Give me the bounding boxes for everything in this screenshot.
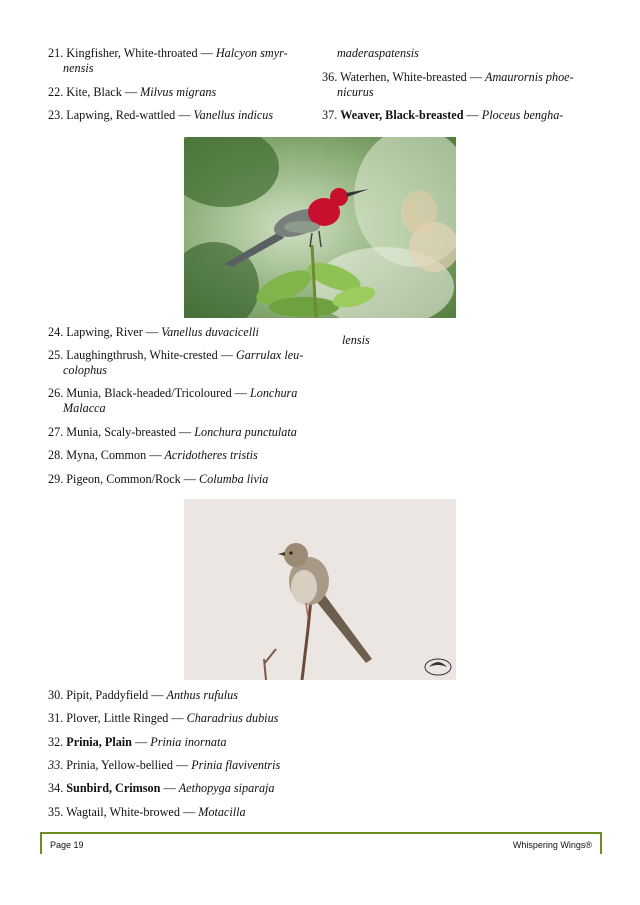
common-name: Prinia, Yellow-bellied xyxy=(66,758,173,772)
scientific-name: Vanellus duvacicelli xyxy=(161,325,259,339)
list-item: 25. Laughingthrush, White-crested — Garrulax leu- colophus xyxy=(48,348,304,377)
scientific-name: Ploceus bengha- xyxy=(481,108,564,122)
footer-rule-left xyxy=(40,832,42,854)
page-number: Page 19 xyxy=(50,840,84,850)
scientific-name: Garrulax leu- xyxy=(235,348,304,362)
common-name: Plover, Little Ringed xyxy=(66,711,169,725)
list-item: 33. Prinia, Yellow-bellied — Prinia flaviventris xyxy=(48,758,281,772)
common-name: Kite, Black xyxy=(66,85,122,99)
common-name: Pipit, Paddyfield xyxy=(66,688,149,702)
list-item: 26. Munia, Black-headed/Tricoloured — Lonchura Malacca xyxy=(48,386,298,415)
scientific-name: Halcyon smyr- xyxy=(215,46,288,60)
footer-rule-right xyxy=(600,832,602,854)
list-item: 34. Sunbird, Crimson — Aethopyga siparaja xyxy=(48,781,275,795)
scientific-name: Prinia flaviventris xyxy=(191,758,281,772)
list-item: 24. Lapwing, River — Vanellus duvacicelli xyxy=(48,325,259,339)
common-name: Wagtail, White-browed xyxy=(66,805,180,819)
list-item: 27. Munia, Scaly-breasted — Lonchura punctulata xyxy=(48,425,297,439)
scientific-name: Lonchura punctulata xyxy=(194,425,297,439)
list-item: 36. Waterhen, White-breasted — Amaurornis phoe- nicurus xyxy=(322,70,574,99)
footer-rule xyxy=(40,832,602,834)
list-item: 37. Weaver, Black-breasted — Ploceus bengha- xyxy=(322,108,564,122)
scientific-name: Vanellus indicus xyxy=(193,108,274,122)
scientific-name: Milvus migrans xyxy=(140,85,217,99)
common-name: Munia, Scaly-breasted xyxy=(66,425,176,439)
list-item: 31. Plover, Little Ringed — Charadrius dubius xyxy=(48,711,279,725)
common-name: Waterhen, White-breasted xyxy=(340,70,467,84)
scientific-name: Amaurornis phoe- xyxy=(485,70,574,84)
scientific-name: Prinia inornata xyxy=(150,735,227,749)
list-item: 35. Wagtail, White-browed — Motacilla xyxy=(48,805,246,819)
common-name: Munia, Black-headed/Tricoloured xyxy=(66,386,232,400)
common-name: Lapwing, River xyxy=(66,325,143,339)
list-item: 28. Myna, Common — Acridotheres tristis xyxy=(48,448,258,462)
scientific-name: Aethopyga siparaja xyxy=(178,781,275,795)
continuation-text: maderaspatensis xyxy=(337,46,419,60)
scientific-name: Lonchura xyxy=(249,386,298,400)
common-name: Pigeon, Common/Rock xyxy=(66,472,181,486)
brand-name: Whispering Wings® xyxy=(512,840,592,850)
common-name: Kingfisher, White-throated xyxy=(66,46,198,60)
common-name: Laughingthrush, White-crested xyxy=(66,348,218,362)
common-name: Weaver, Black-breasted xyxy=(340,108,464,122)
common-name: Sunbird, Crimson xyxy=(66,781,161,795)
common-name: Lapwing, Red-wattled xyxy=(66,108,176,122)
common-name: Prinia, Plain xyxy=(66,735,132,749)
continuation-text: lensis xyxy=(342,333,370,347)
bird-photo-sunbird xyxy=(184,137,456,318)
scientific-name: Columba livia xyxy=(199,472,269,486)
scientific-name: Motacilla xyxy=(198,805,246,819)
bird-photo-prinia xyxy=(184,499,456,680)
list-item: 22. Kite, Black — Milvus migrans xyxy=(48,85,217,99)
scientific-name: Acridotheres tristis xyxy=(164,448,258,462)
list-item: 30. Pipit, Paddyfield — Anthus rufulus xyxy=(48,688,238,702)
list-item: 23. Lapwing, Red-wattled — Vanellus indicus xyxy=(48,108,274,122)
scientific-name: Charadrius dubius xyxy=(186,711,279,725)
list-item: 21. Kingfisher, White-throated — Halcyon smyr- nensis xyxy=(48,46,288,75)
scientific-name: Anthus rufulus xyxy=(166,688,238,702)
list-item: 29. Pigeon, Common/Rock — Columba livia xyxy=(48,472,269,486)
list-item: 32. Prinia, Plain — Prinia inornata xyxy=(48,735,227,749)
common-name: Myna, Common xyxy=(66,448,147,462)
